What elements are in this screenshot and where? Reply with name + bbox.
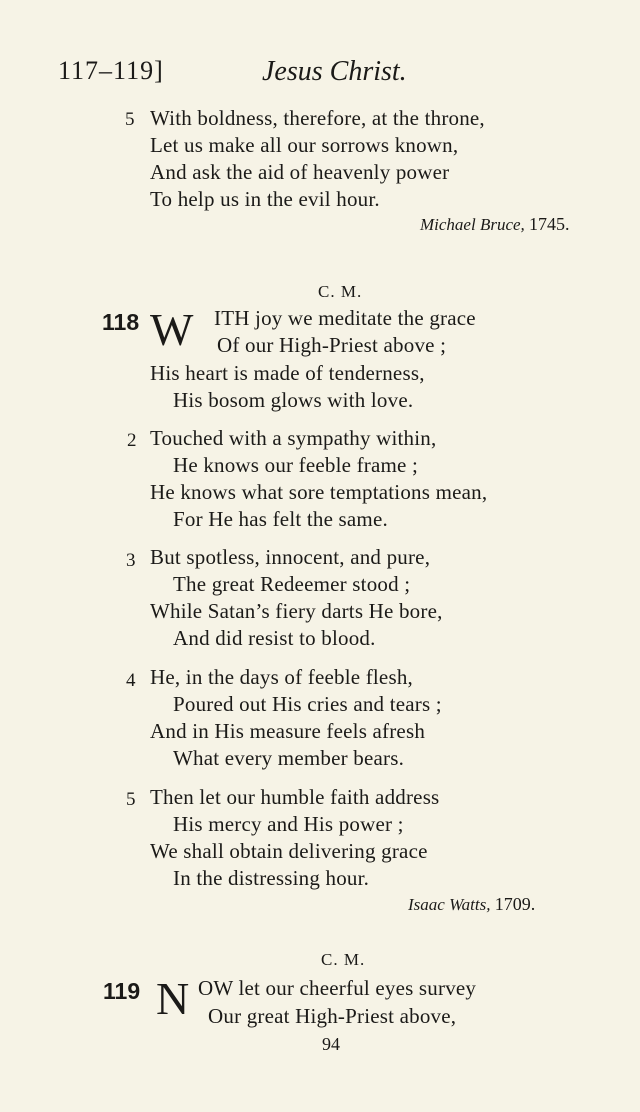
verse-number: 5 <box>126 789 136 810</box>
hymn-line: He, in the days of feeble flesh, <box>150 665 413 689</box>
hymn-line: For He has felt the same. <box>173 507 388 531</box>
author-name: Michael Bruce, <box>420 215 525 234</box>
hymn-line: He knows our feeble frame ; <box>173 453 419 477</box>
page-number: 94 <box>322 1034 340 1054</box>
hymn-line: ITH joy we meditate the grace <box>214 306 476 330</box>
hymn-line: Then let our humble faith address <box>150 785 440 809</box>
verse-number: 5 <box>125 109 135 130</box>
drop-cap: W <box>150 304 194 355</box>
meter-label: C. M. <box>318 282 363 301</box>
hymn-number: 118 <box>102 309 140 335</box>
hymn-line: And did resist to blood. <box>173 626 376 650</box>
page-title: Jesus Christ. <box>262 56 407 87</box>
author-year: 1709. <box>494 894 536 914</box>
hymn-number: 119 <box>103 978 141 1004</box>
meter-label: C. M. <box>321 950 366 969</box>
hymn-line: OW let our cheerful eyes survey <box>198 976 477 1000</box>
page-range: 117–119] <box>58 56 164 85</box>
hymn-line: What every member bears. <box>173 746 405 770</box>
author-name: Isaac Watts, <box>408 895 491 914</box>
author-attribution <box>408 894 535 915</box>
hymn-line: He knows what sore temptations mean, <box>150 480 488 504</box>
hymn-line: But spotless, innocent, and pure, <box>150 545 431 569</box>
hymn-line: To help us in the evil hour. <box>150 187 380 211</box>
hymn-line: Of our High-Priest above ; <box>217 333 447 357</box>
hymn-line: In the distressing hour. <box>173 866 370 890</box>
hymn-line: Touched with a sympathy within, <box>150 426 437 450</box>
hymn-line: While Satan’s fiery darts He bore, <box>150 599 443 623</box>
hymn-line: We shall obtain delivering grace <box>150 839 428 863</box>
hymn-line: And in His measure feels afresh <box>150 719 426 743</box>
hymn-line: With boldness, therefore, at the throne, <box>150 106 485 130</box>
hymn-line: Let us make all our sorrows known, <box>150 133 459 157</box>
author-attribution <box>420 214 570 235</box>
author-year: 1745. <box>529 214 570 234</box>
drop-cap: N <box>156 973 190 1024</box>
verse-number: 3 <box>126 550 136 571</box>
hymn-line: Our great High-Priest above, <box>208 1004 457 1028</box>
hymn-line: Poured out His cries and tears ; <box>173 692 442 716</box>
hymn-line: And ask the aid of heavenly power <box>150 160 450 184</box>
verse-number: 4 <box>126 670 136 691</box>
verse-number: 2 <box>127 430 137 451</box>
hymn-line: His bosom glows with love. <box>173 388 414 412</box>
hymn-line: The great Redeemer stood ; <box>173 572 411 596</box>
hymn-line: His mercy and His power ; <box>173 812 404 836</box>
hymn-line: His heart is made of tenderness, <box>150 361 425 385</box>
